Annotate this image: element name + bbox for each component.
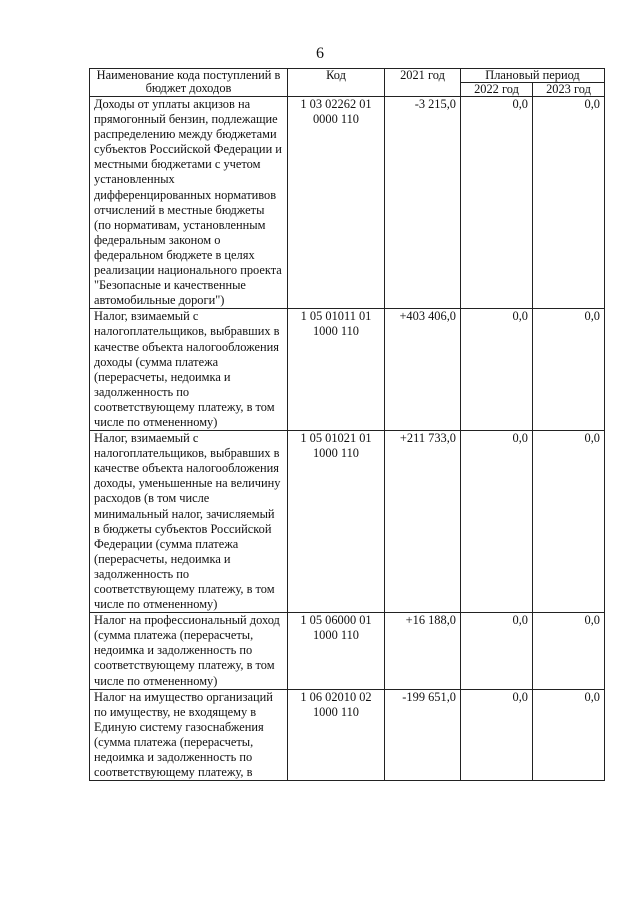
row-name: Налог на имущество организаций по имуществу, не входящему в Единую систему газоснабжения (сумма платежа (перерасчеты, недоимка и задолженность по соответствующему платежу, в	[90, 689, 288, 781]
table-row	[90, 689, 605, 781]
row-value-2022: 0,0	[461, 431, 533, 613]
row-value-2022: 0,0	[461, 613, 533, 689]
table-row	[90, 431, 605, 613]
row-value-2021: -199 651,0	[385, 689, 461, 781]
row-code: 1 05 01021 01 1000 110	[288, 431, 385, 613]
row-code: 1 03 02262 01 0000 110	[288, 97, 385, 309]
row-value-2021: +211 733,0	[385, 431, 461, 613]
header-planning-period: Плановый период	[461, 69, 605, 83]
table-row	[90, 97, 605, 309]
row-value-2021: +16 188,0	[385, 613, 461, 689]
row-code: 1 05 01011 01 1000 110	[288, 309, 385, 431]
header-year-2021: 2021 год	[385, 69, 461, 97]
row-value-2023: 0,0	[533, 431, 605, 613]
row-value-2022: 0,0	[461, 309, 533, 431]
table-header	[90, 69, 605, 97]
row-value-2021: -3 215,0	[385, 97, 461, 309]
row-code: 1 06 02010 02 1000 110	[288, 689, 385, 781]
row-value-2023: 0,0	[533, 613, 605, 689]
page-number: 6	[316, 45, 324, 62]
row-name: Доходы от уплаты акцизов на прямогонный бензин, подлежащие распределению между бюджетами субъектов Российской Федерации и местными бюджетами с учетом установленных дифференцированных нормативов отчислений в местные бюджеты (по нормативам, установленным федеральным законом о федеральном бюджете в целях реализации национального проекта "Безопасные и качественные автомобильные дороги")	[90, 97, 288, 309]
header-name: Наименование кода поступлений в бюджет доходов	[90, 69, 288, 97]
row-value-2023: 0,0	[533, 309, 605, 431]
row-code: 1 05 06000 01 1000 110	[288, 613, 385, 689]
row-value-2022: 0,0	[461, 97, 533, 309]
row-value-2023: 0,0	[533, 689, 605, 781]
row-value-2023: 0,0	[533, 97, 605, 309]
header-code: Код	[288, 69, 385, 97]
row-value-2021: +403 406,0	[385, 309, 461, 431]
row-value-2022: 0,0	[461, 689, 533, 781]
revenue-table	[89, 68, 605, 781]
header-year-2023: 2023 год	[533, 83, 605, 97]
row-name: Налог, взимаемый с налогоплательщиков, выбравших в качестве объекта налогообложения доходы (сумма платежа (перерасчеты, недоимка и задолженность по соответствующему платежу, в том числе по отмененному)	[90, 309, 288, 431]
row-name: Налог на профессиональный доход (сумма платежа (перерасчеты, недоимка и задолженность по соответствующему платежу, в том числе по отмененному)	[90, 613, 288, 689]
header-year-2022: 2022 год	[461, 83, 533, 97]
row-name: Налог, взимаемый с налогоплательщиков, выбравших в качестве объекта налогообложения доходы, уменьшенные на величину расходов (в том числе минимальный налог, зачисляемый в бюджеты субъектов Российской Федерации (сумма платежа (перерасчеты, недоимка и задолженность по соответствующему платежу, в том числе по отмененному)	[90, 431, 288, 613]
table-row	[90, 613, 605, 689]
table-row	[90, 309, 605, 431]
